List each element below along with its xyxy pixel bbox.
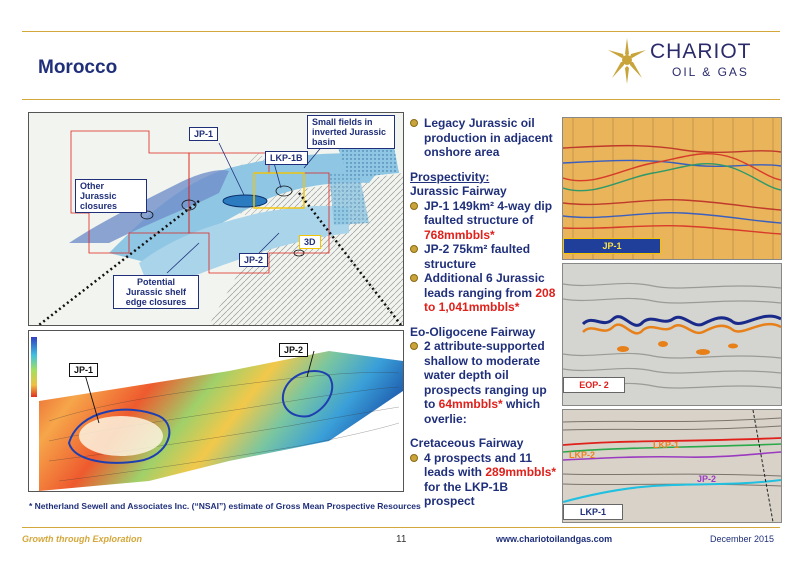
- bullet-additional: Additional 6 Jurassic leads ranging from 208 to 1,041mmbbls*: [410, 271, 560, 315]
- seismic-jp1: [562, 117, 782, 260]
- bullet-cretaceous: 4 prospects and 11 leads with 289mmbbls* for the LKP-1B prospect: [410, 451, 560, 509]
- top-rule: [22, 31, 780, 32]
- footer-url: www.chariotoilandgas.com: [496, 534, 613, 544]
- bullet-panel: [410, 116, 560, 509]
- bullet-jp2: JP-2 75km² faulted structure: [410, 242, 560, 271]
- footer-date: December 2015: [710, 534, 775, 544]
- bullet-dot-icon: [410, 454, 418, 462]
- map-label-other-closures: Other Jurassic closures: [75, 179, 147, 213]
- map-label-jp2: JP-2: [239, 253, 268, 267]
- inset-label-jp1: JP-1: [69, 363, 98, 377]
- map-label-small-fields: Small fields in inverted Jurassic basin: [307, 115, 395, 149]
- seismic-tag-jp2: JP-2: [697, 474, 717, 484]
- page-title: Morocco: [38, 57, 118, 78]
- cretaceous-heading: Cretaceous Fairway: [410, 436, 524, 450]
- seismic-eop2-label: EOP- 2: [563, 377, 625, 393]
- prospectivity-heading: Prospectivity:: [410, 169, 490, 184]
- footer-rule: [22, 527, 780, 528]
- page-number: 11: [396, 534, 407, 545]
- seismic-lkp1: [562, 409, 782, 523]
- chariot-logo: [606, 36, 781, 96]
- seismic-jp1-label: JP-1: [563, 238, 661, 254]
- map-label-shelf-edge: Potential Jurassic shelf edge closures: [113, 275, 199, 309]
- seismic-eop2: [562, 263, 782, 406]
- regional-map: [28, 112, 404, 326]
- map-label-lkp1b: LKP-1B: [265, 151, 308, 165]
- seismic-tag-lkp2: LKP-2: [569, 450, 596, 460]
- inset-depth-map: [28, 330, 404, 492]
- footer-tagline: Growth through Exploration: [22, 534, 142, 544]
- footnote: * Netherland Sewell and Associates Inc. (“NSAI”) estimate of Gross Mean Prospective Resources: [29, 501, 421, 511]
- seismic-tag-lkp1: LKP-1: [653, 440, 680, 450]
- bullet-dot-icon: [410, 274, 418, 282]
- seismic-lkp1-label: LKP-1: [563, 504, 623, 520]
- title-rule: [22, 99, 780, 100]
- inset-label-jp2: JP-2: [279, 343, 308, 357]
- bullet-eo: 2 attribute-supported shallow to moderate water depth oil prospects ranging up to 64mmbbls* which overlie:: [410, 339, 560, 426]
- logo-name: CHARIOT: [650, 40, 752, 63]
- jurassic-heading: Jurassic Fairway: [410, 184, 507, 198]
- eo-oligocene-heading: Eo-Oligocene Fairway: [410, 324, 536, 339]
- chariot-star-icon: [606, 38, 648, 84]
- map-label-jp1: JP-1: [189, 127, 218, 141]
- inset-graphic: [29, 331, 403, 491]
- bullet-dot-icon: [410, 202, 418, 210]
- bullet-legacy: Legacy Jurassic oil production in adjacent onshore area: [410, 116, 560, 160]
- map-label-3d: 3D: [299, 235, 321, 249]
- bullet-jp1: JP-1 149km² 4-way dip faulted structure of 768mmbbls*: [410, 199, 560, 243]
- bullet-dot-icon: [410, 245, 418, 253]
- bullet-dot-icon: [410, 119, 418, 127]
- bullet-dot-icon: [410, 342, 418, 350]
- logo-sub: OIL & GAS: [672, 65, 749, 79]
